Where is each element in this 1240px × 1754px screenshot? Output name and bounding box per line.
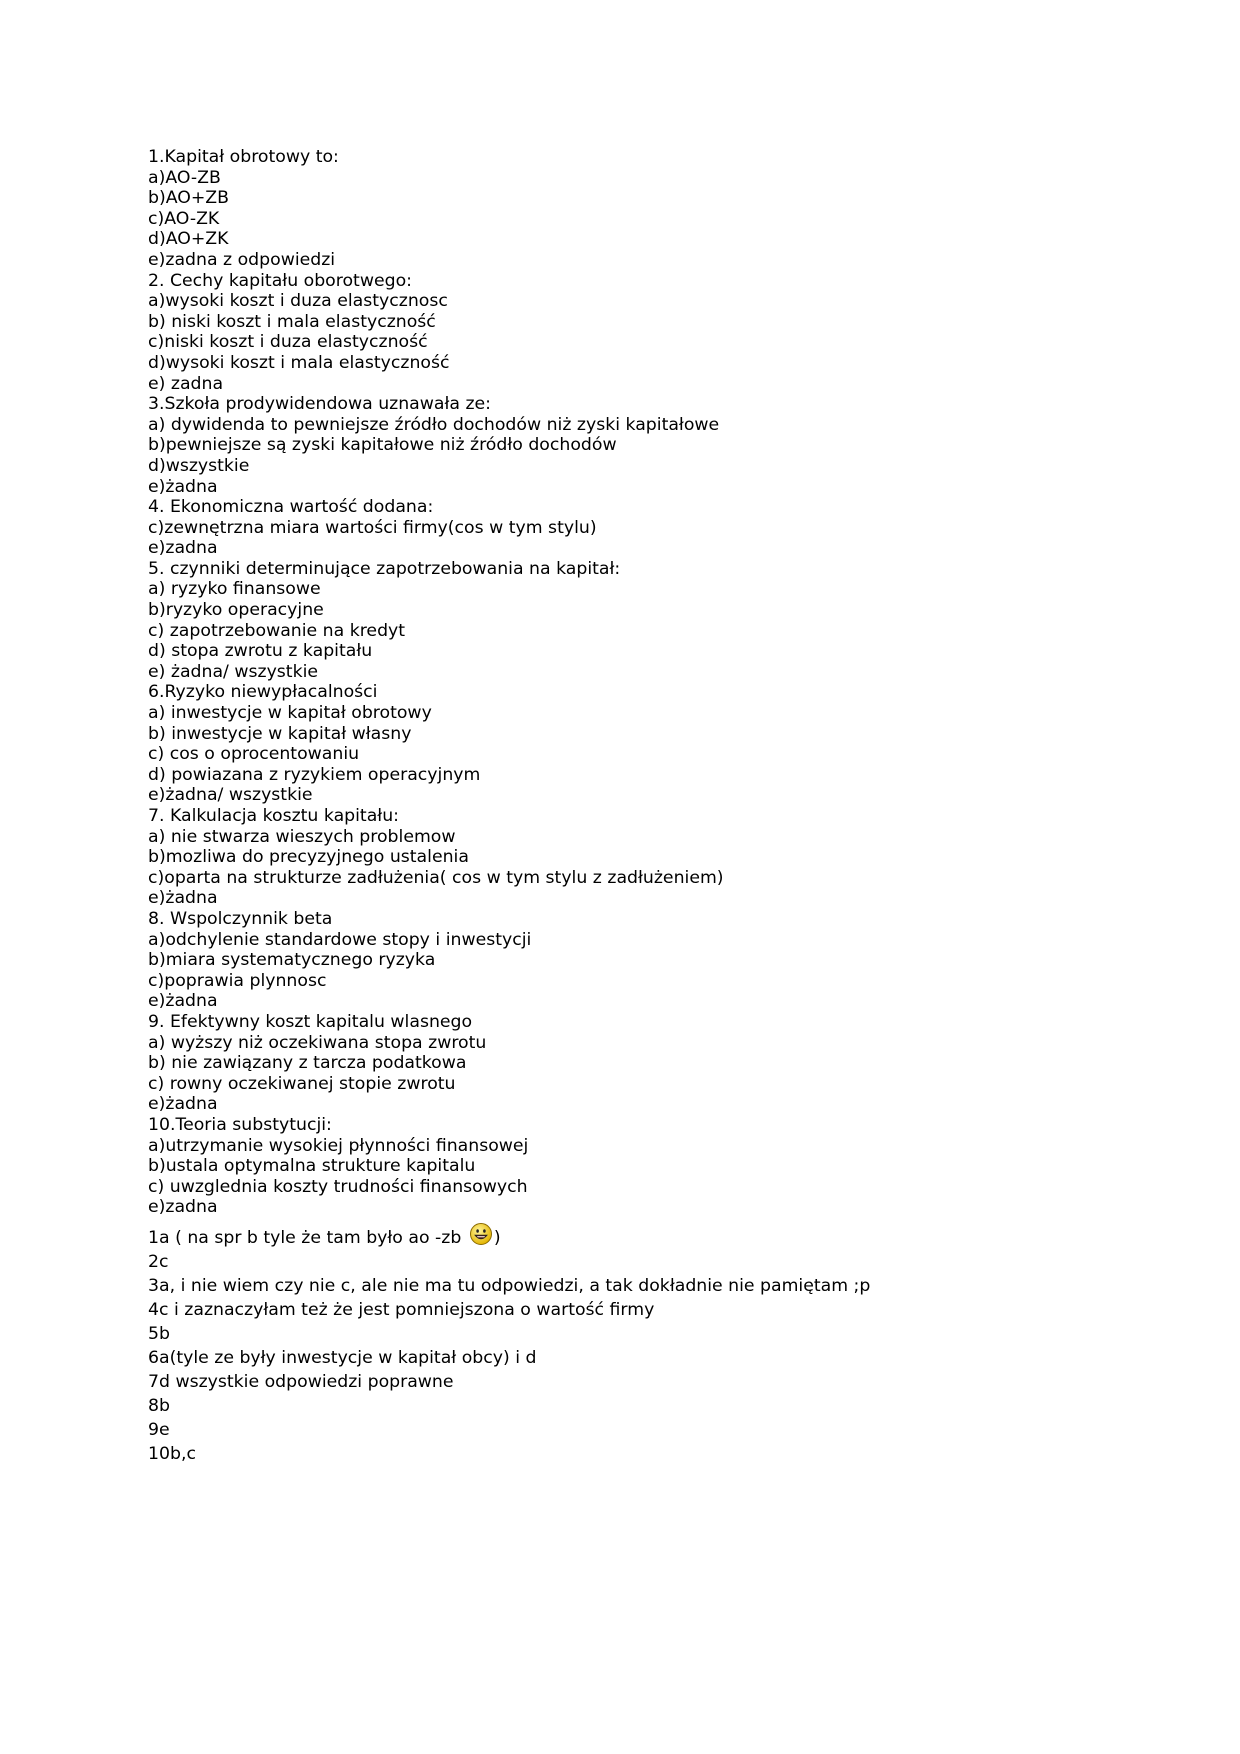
option-text: b)AO+ZB — [148, 188, 230, 209]
answers-list — [148, 1222, 1208, 1466]
answer-line — [148, 1222, 1208, 1250]
answer-line: 8b — [148, 1396, 170, 1416]
question-text: 1.Kapitał obrotowy to: — [148, 147, 339, 167]
question-text: 10.Teoria substytucji: — [148, 1114, 332, 1135]
option-text: a) dywidenda to pewniejsze źródło dochodów niż zyski kapitałowe — [148, 414, 720, 435]
option-text: b) nie zawiązany z tarcza podatkowa — [148, 1053, 467, 1074]
option-text: c) uwzglednia koszty trudności finansowych — [148, 1176, 528, 1197]
option-text: a) ryzyko finansowe — [148, 579, 321, 600]
option-text: e) żadna/ wszystkie — [148, 661, 319, 682]
option-text: c) rowny oczekiwanej stopie zwrotu — [148, 1073, 456, 1094]
option-text: a) wyższy niż oczekiwana stopa zwrotu — [148, 1032, 487, 1053]
option-text: a)odchylenie standardowe stopy i inwestycji — [148, 929, 532, 950]
question-text: 5. czynniki determinujące zapotrzebowania na kapitał: — [148, 558, 621, 579]
option-text: c)niski koszt i duza elastyczność — [148, 332, 428, 353]
option-text: e)zadna — [148, 538, 218, 559]
option-text: e)żadna — [148, 888, 218, 909]
question-text: 4. Ekonomiczna wartość dodana: — [148, 497, 434, 518]
question-text: 2. Cechy kapitału oborotwego: — [148, 270, 412, 291]
option-text: b)ryzyko operacyjne — [148, 600, 324, 621]
option-text: e)żadna — [148, 1094, 218, 1115]
answer-text: 1a ( na spr b tyle że tam było ao -zb — [148, 1228, 467, 1248]
option-text: a) inwestycje w kapitał obrotowy — [148, 703, 432, 724]
answer-line: 2c — [148, 1252, 169, 1272]
answer-line: 7d wszystkie odpowiedzi poprawne — [148, 1372, 454, 1392]
question-text: 9. Efektywny koszt kapitalu wlasnego — [148, 1011, 473, 1032]
answer-line: 6a(tyle ze były inwestycje w kapitał obcy) i d — [148, 1348, 537, 1368]
option-text: d)wysoki koszt i mala elastyczność — [148, 352, 450, 373]
option-text: d) stopa zwrotu z kapitału — [148, 641, 373, 662]
option-text: e)żadna — [148, 476, 218, 497]
option-text: b) niski koszt i mala elastyczność — [148, 311, 436, 332]
option-text: e) zadna — [148, 373, 224, 394]
answer-line: 10b,c — [148, 1444, 196, 1464]
option-text: e)zadna — [148, 1197, 218, 1218]
option-text: e)żadna/ wszystkie — [148, 785, 313, 806]
option-text: a)utrzymanie wysokiej płynności finansowej — [148, 1135, 529, 1156]
option-text: a) nie stwarza wieszych problemow — [148, 826, 456, 847]
smiley-face-icon — [469, 1222, 493, 1246]
option-text: e)zadna z odpowiedzi — [148, 249, 336, 270]
option-text: e)żadna — [148, 991, 218, 1012]
option-text: c)AO-ZK — [148, 208, 220, 229]
option-text: a)wysoki koszt i duza elastycznosc — [148, 291, 448, 312]
option-text: c)zewnętrzna miara wartości firmy(cos w tym stylu) — [148, 517, 597, 538]
question-text: 3.Szkoła prodywidendowa uznawała ze: — [148, 394, 492, 415]
question-text: 7. Kalkulacja kosztu kapitału: — [148, 806, 399, 826]
option-text: b) inwestycje w kapitał własny — [148, 723, 412, 744]
option-text: b)pewniejsze są zyski kapitałowe niż źródło dochodów — [148, 435, 617, 456]
answers-rest — [148, 1250, 1208, 1466]
questions-list — [148, 147, 1188, 1218]
option-text: b)ustala optymalna strukture kapitalu — [148, 1156, 476, 1177]
option-text: b)miara systematycznego ryzyka — [148, 950, 436, 971]
option-text: c) zapotrzebowanie na kredyt — [148, 620, 406, 641]
option-text: c) cos o oprocentowaniu — [148, 744, 360, 765]
question-text: 8. Wspolczynnik beta — [148, 908, 333, 929]
option-text: d)wszystkie — [148, 455, 250, 476]
option-text: c)poprawia plynnosc — [148, 970, 327, 991]
option-text: c)oparta na strukturze zadłużenia( cos w tym stylu z zadłużeniem) — [148, 867, 724, 888]
option-text: b)mozliwa do precyzyjnego ustalenia — [148, 847, 469, 868]
option-text: d) powiazana z ryzykiem operacyjnym — [148, 764, 481, 785]
answer-line: 3a, i nie wiem czy nie c, ale nie ma tu odpowiedzi, a tak dokładnie nie pamiętam ;p — [148, 1276, 871, 1296]
answer-text-end: ) — [493, 1228, 501, 1248]
answer-line: 5b — [148, 1324, 170, 1344]
option-text: a)AO-ZB — [148, 167, 221, 188]
answer-line: 4c i zaznaczyłam też że jest pomniejszona o wartość firmy — [148, 1300, 655, 1320]
question-text: 6.Ryzyko niewypłacalności — [148, 682, 378, 703]
option-text: d)AO+ZK — [148, 229, 229, 250]
answer-line: 9e — [148, 1420, 170, 1440]
